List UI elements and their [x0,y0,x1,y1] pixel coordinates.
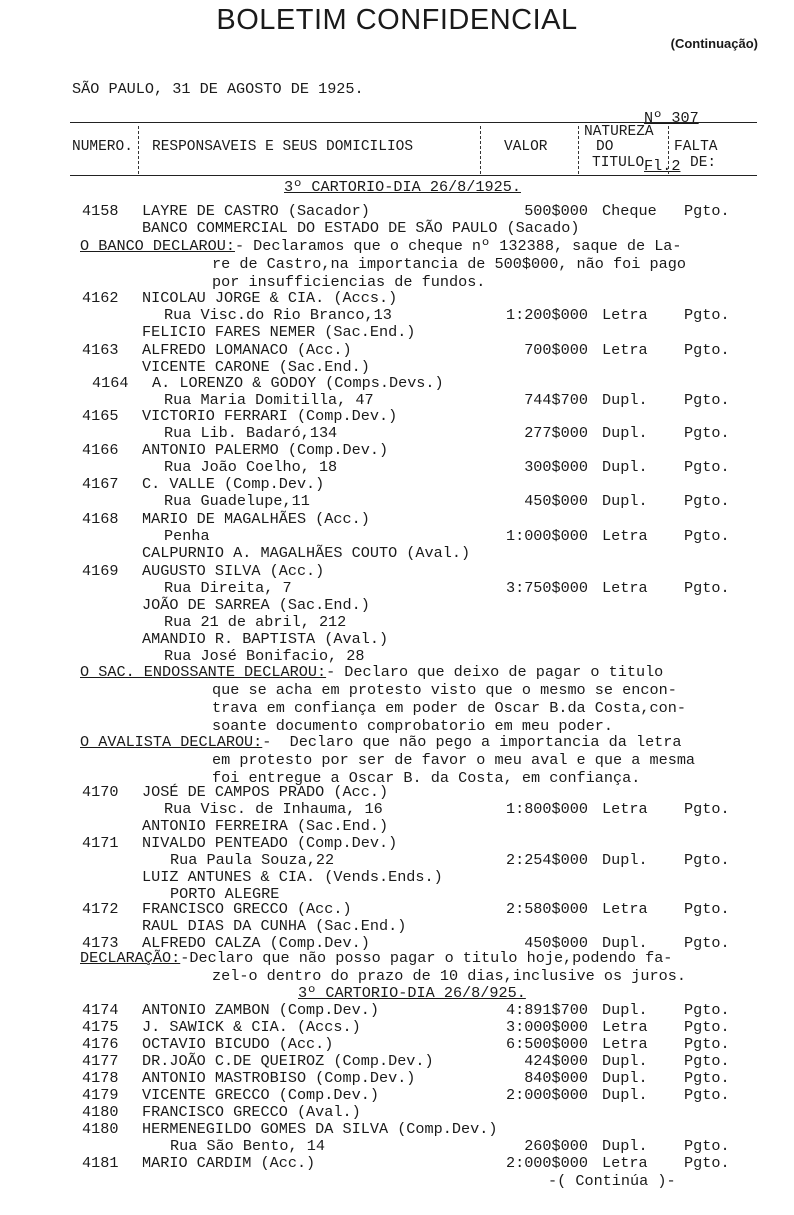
entry-number: 4169 [82,562,119,580]
entry-fault: Pgto. [684,458,730,476]
entry-number: 4167 [82,475,119,493]
entry-party: Rua Direita, 7 [164,579,292,597]
entry-type: Dupl. [602,458,648,476]
col-natureza-1: NATUREZA [584,124,654,140]
entry-type: Dupl. [602,424,648,442]
col-falta-1: FALTA [674,139,718,155]
entry-party: Rua Visc. de Inhauma, 16 [164,800,383,818]
entry-type: Dupl. [602,851,648,869]
entry-type: Letra [602,341,648,359]
entry-type: Letra [602,527,648,545]
entry-value: 2:254$000 [505,851,588,869]
entry-fault: Pgto. [684,1086,730,1104]
entry-party: Rua Paula Souza,22 [170,851,335,869]
entry-value: 3:000$000 [505,1018,588,1036]
entry-value: 1:000$000 [505,527,588,545]
entry-type: Dupl. [602,1052,648,1070]
entry-value: 450$000 [524,492,588,510]
entry-fault: Pgto. [684,1001,730,1019]
entry-value: 3:750$000 [505,579,588,597]
declaration-avalista: O AVALISTA DECLAROU:- Declaro que não pego a importancia da letra [80,733,682,751]
entry-party: PORTO ALEGRE [170,885,280,903]
entry-value: 450$000 [524,934,588,952]
entry-number: 4176 [82,1035,119,1053]
entry-fault: Pgto. [684,800,730,818]
entry-party: ALFREDO LOMANACO (Acc.) [142,341,352,359]
header-bottom-rule [70,175,757,176]
entry-number: 4164 [92,374,129,392]
entry-party: JOSÉ DE CAMPOS PRADO (Acc.) [142,783,389,801]
col-natureza-3: TITULO [592,155,645,171]
entry-party: Rua Visc.do Rio Branco,13 [164,306,392,324]
entry-fault: Pgto. [684,851,730,869]
section-heading: 3º CARTORIO-DIA 26/8/925. [298,984,526,1002]
col-natureza-2: DO [596,139,614,155]
entry-value: 2:000$000 [505,1086,588,1104]
entry-party: Rua José Bonifacio, 28 [164,647,365,665]
entry-fault: Pgto. [684,1035,730,1053]
entry-fault: Pgto. [684,306,730,324]
entry-fault: Pgto. [684,934,730,952]
continues-footer: -( Continúa )- [548,1172,676,1190]
entry-party: LAYRE DE CASTRO (Sacador) [142,202,370,220]
entry-number: 4175 [82,1018,119,1036]
entry-value: 260$000 [524,1137,588,1155]
entry-number: 4177 [82,1052,119,1070]
column-header [70,126,757,174]
entry-type: Letra [602,1154,648,1172]
col-responsaveis: RESPONSAVEIS E SEUS DOMICILIOS [152,139,414,155]
declaration-line: por insufficiencias de fundos. [212,273,486,291]
declaration-line: zel-o dentro do prazo de 10 dias,inclusive os juros. [212,967,686,985]
entry-party: OCTAVIO BICUDO (Acc.) [142,1035,334,1053]
entry-party: FELICIO FARES NEMER (Sac.End.) [142,323,416,341]
entry-party: MARIO CARDIM (Acc.) [142,1154,316,1172]
entry-party: MARIO DE MAGALHÃES (Acc.) [142,510,370,528]
entry-type: Dupl. [602,1086,648,1104]
entry-party: Rua Guadelupe,11 [164,492,310,510]
entry-fault: Pgto. [684,202,730,220]
entry-party: Rua 21 de abril, 212 [164,613,347,631]
entry-number: 4170 [82,783,119,801]
declaration-line: re de Castro,na importancia de 500$000, não foi pago [212,255,686,273]
entry-number: 4171 [82,834,119,852]
entry-type: Letra [602,1035,648,1053]
entry-type: Cheque [602,202,657,220]
entry-value: 2:580$000 [505,900,588,918]
document-title: BOLETIM CONFIDENCIAL [216,4,578,36]
entry-type: Letra [602,900,648,918]
entry-party: Rua Lib. Badaró,134 [164,424,338,442]
declaration-endossante: O SAC. ENDOSSANTE DECLAROU:- Declaro que deixo de pagar o titulo [80,663,664,681]
declaration-line: em protesto por ser de favor o meu aval e que a mesma [212,751,696,769]
entry-party: ALFREDO CALZA (Comp.Dev.) [142,934,370,952]
entry-type: Dupl. [602,934,648,952]
entry-party: Rua São Bento, 14 [170,1137,325,1155]
entry-party: AUGUSTO SILVA (Acc.) [142,562,325,580]
entry-number: 4163 [82,341,119,359]
entry-party: ANTONIO ZAMBON (Comp.Dev.) [142,1001,379,1019]
entry-type: Letra [602,306,648,324]
entry-number: 4173 [82,934,119,952]
entry-fault: Pgto. [684,1052,730,1070]
declaration-generic: DECLARAÇÃO:-Declaro que não posso pagar o titulo hoje,podendo fa- [80,949,673,967]
entry-type: Letra [602,800,648,818]
entry-fault: Pgto. [684,1154,730,1172]
declaration-line: foi entregue a Oscar B. da Costa, em confiança. [212,769,641,787]
entry-party: VICENTE CARONE (Sac.End.) [142,358,370,376]
entry-value: 1:800$000 [505,800,588,818]
folio-number: Fl.2 [644,157,681,175]
entry-party: ANTONIO PALERMO (Comp.Dev.) [142,441,389,459]
entry-party: FRANCISCO GRECCO (Acc.) [142,900,352,918]
entry-party: ANTONIO MASTROBISO (Comp.Dev.) [142,1069,416,1087]
entry-fault: Pgto. [684,527,730,545]
entry-number: 4180 [82,1120,119,1138]
entry-party: Rua João Coelho, 18 [164,458,338,476]
entry-party: VICENTE GRECCO (Comp.Dev.) [142,1086,379,1104]
header-top-rule [70,122,757,123]
col-separator [138,126,139,174]
entry-number: 4174 [82,1001,119,1019]
entry-party: VICTORIO FERRARI (Comp.Dev.) [142,407,398,425]
entry-fault: Pgto. [684,579,730,597]
declaration-line: trava em confiança em poder de Oscar B.da Costa,con- [212,699,686,717]
entry-party: Rua Maria Domitilla, 47 [164,391,374,409]
entry-value: 1:200$000 [505,306,588,324]
entry-number: 4179 [82,1086,119,1104]
col-separator [668,126,669,174]
entry-party: J. SAWICK & CIA. (Accs.) [142,1018,361,1036]
entry-party: C. VALLE (Comp.Dev.) [142,475,325,493]
entry-party: DR.JOÃO C.DE QUEIROZ (Comp.Dev.) [142,1052,434,1070]
entry-value: 4:891$700 [505,1001,588,1019]
entry-type: Letra [602,1018,648,1036]
entry-value: 700$000 [524,341,588,359]
entry-party: CALPURNIO A. MAGALHÃES COUTO (Aval.) [142,544,471,562]
entry-party: ANTONIO FERREIRA (Sac.End.) [142,817,389,835]
col-numero: NUMERO. [72,139,133,155]
entry-fault: Pgto. [684,391,730,409]
entry-number: 4178 [82,1069,119,1087]
col-separator [480,126,481,174]
col-separator [578,126,579,174]
section-heading: 3º CARTORIO-DIA 26/8/1925. [284,178,521,196]
entry-party: BANCO COMMERCIAL DO ESTADO DE SÃO PAULO (Sacado) [142,219,580,237]
entry-number: 4165 [82,407,119,425]
entry-party: JOÃO DE SARREA (Sac.End.) [142,596,370,614]
entry-fault: Pgto. [684,1069,730,1087]
entry-number: 4180 [82,1103,119,1121]
entry-value: 300$000 [524,458,588,476]
declaration-line: que se acha em protesto visto que o mesmo se encon- [212,681,677,699]
entry-fault: Pgto. [684,341,730,359]
entry-value: 277$000 [524,424,588,442]
entry-type: Dupl. [602,1137,648,1155]
entry-value: 500$000 [524,202,588,220]
entry-number: 4172 [82,900,119,918]
entry-party: NIVALDO PENTEADO (Comp.Dev.) [142,834,398,852]
entry-type: Dupl. [602,1069,648,1087]
entry-number: 4181 [82,1154,119,1172]
bulletin-number: Nº 307 [644,109,699,127]
entry-fault: Pgto. [684,900,730,918]
entry-type: Letra [602,579,648,597]
entry-value: 6:500$000 [505,1035,588,1053]
entry-fault: Pgto. [684,1137,730,1155]
entry-party: FRANCISCO GRECCO (Aval.) [142,1103,361,1121]
entry-value: 840$000 [524,1069,588,1087]
entry-party: RAUL DIAS DA CUNHA (Sac.End.) [142,917,407,935]
continuation-note: (Continuação) [670,36,758,51]
declaration-line: soante documento comprobatorio em meu poder. [212,717,614,735]
declaration-bank: O BANCO DECLAROU:- Declaramos que o cheque nº 132388, saque de La- [80,237,682,255]
col-valor: VALOR [504,139,548,155]
entry-value: 744$700 [524,391,588,409]
date-line: SÃO PAULO, 31 DE AGOSTO DE 1925. [72,80,364,98]
entry-party: LUIZ ANTUNES & CIA. (Vends.Ends.) [142,868,443,886]
entry-party: A. LORENZO & GODOY (Comps.Devs.) [152,374,444,392]
entry-fault: Pgto. [684,492,730,510]
entry-party: AMANDIO R. BAPTISTA (Aval.) [142,630,389,648]
entry-type: Dupl. [602,391,648,409]
entry-number: 4168 [82,510,119,528]
entry-number: 4162 [82,289,119,307]
entry-number: 4166 [82,441,119,459]
entry-type: Dupl. [602,492,648,510]
entry-fault: Pgto. [684,424,730,442]
entry-party: NICOLAU JORGE & CIA. (Accs.) [142,289,398,307]
entry-party: Penha [164,527,210,545]
entry-value: 424$000 [524,1052,588,1070]
entry-number: 4158 [82,202,119,220]
entry-party: HERMENEGILDO GOMES DA SILVA (Comp.Dev.) [142,1120,498,1138]
entry-fault: Pgto. [684,1018,730,1036]
entry-value: 2:000$000 [505,1154,588,1172]
col-falta-2: DE: [690,155,717,171]
entry-type: Dupl. [602,1001,648,1019]
